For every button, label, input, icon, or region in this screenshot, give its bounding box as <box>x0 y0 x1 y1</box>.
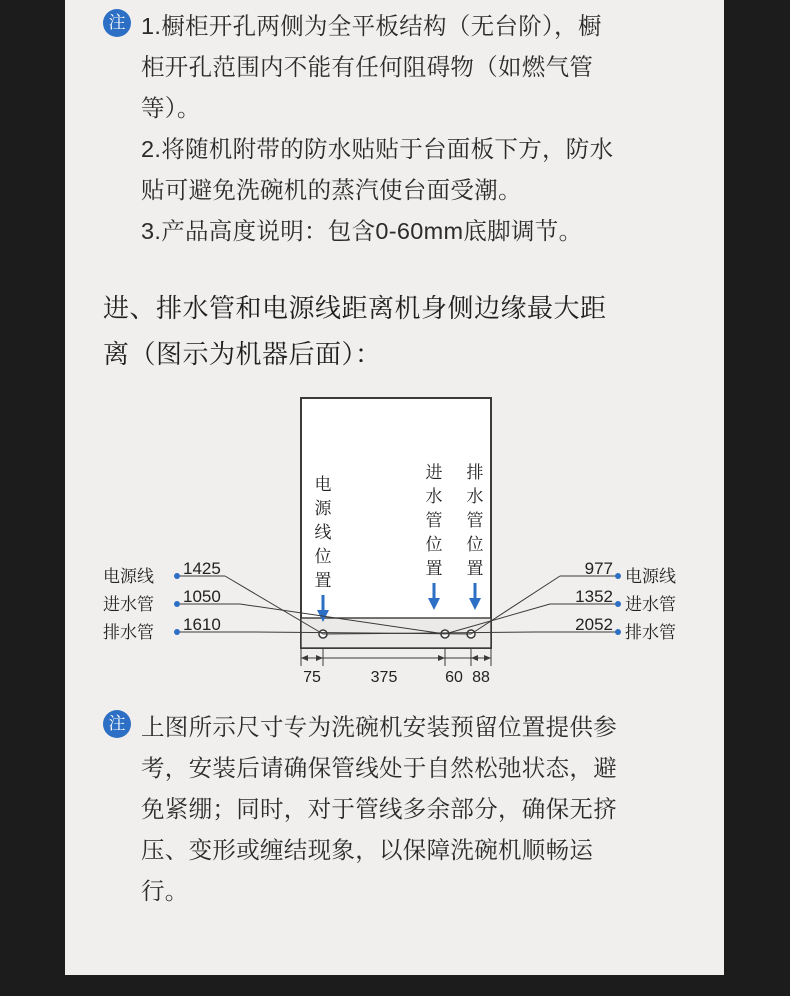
note-badge-icon-bottom: 注 <box>103 710 131 738</box>
section-heading-line-2: 离（图示为机器后面）： <box>103 339 382 369</box>
note-top-line-6: 3.产品高度说明：包含0-60mm底脚调节。 <box>141 218 583 244</box>
left-callout-value-drain: 1610 <box>183 615 221 634</box>
note-top-line-1: 1.橱柜开孔两侧为全平板结构（无台阶），橱 <box>141 13 602 39</box>
svg-text:水: 水 <box>466 487 484 506</box>
left-dot-drain <box>174 629 180 635</box>
svg-text:置: 置 <box>466 559 484 578</box>
section-heading-line-1: 进、排水管和电源线距离机身侧边缘最大距 <box>103 293 607 323</box>
dimension-diagram <box>65 390 724 690</box>
svg-text:排: 排 <box>466 463 484 482</box>
svg-text:管: 管 <box>466 511 484 530</box>
left-callout-name-drain: 排水管 <box>103 623 154 642</box>
inner-label-power <box>315 475 333 590</box>
svg-text:源: 源 <box>314 499 332 518</box>
right-callout-value-drain: 2052 <box>575 615 613 634</box>
svg-text:进: 进 <box>425 463 443 482</box>
note-bottom-line-5: 行。 <box>141 878 189 904</box>
note-bottom-line-3: 免紧绷；同时，对于管线多余部分，确保无挤 <box>141 796 617 822</box>
inner-label-inlet <box>426 463 443 578</box>
note-block-bottom <box>103 707 691 912</box>
dimension-label-1: 75 <box>303 669 321 686</box>
note-bottom-line-1: 上图所示尺寸专为洗碗机安装预留位置提供参 <box>141 714 617 740</box>
right-callout-name-power: 电源线 <box>625 567 676 586</box>
note-bottom-text <box>141 707 691 912</box>
svg-text:位: 位 <box>425 535 443 554</box>
note-bottom-line-2: 考，安装后请确保管线处于自然松弛状态，避 <box>141 755 617 781</box>
note-top-line-3: 等）。 <box>141 95 201 121</box>
note-top-line-4: 2.将随机附带的防水贴贴于台面板下方，防水 <box>141 136 614 162</box>
left-callout-value-power: 1425 <box>183 559 221 578</box>
right-callout-name-drain: 排水管 <box>625 623 676 642</box>
svg-text:电: 电 <box>314 475 332 494</box>
right-callout-value-inlet: 1352 <box>575 587 613 606</box>
left-callout-name-power: 电源线 <box>103 567 154 586</box>
section-heading <box>103 285 703 377</box>
svg-text:水: 水 <box>425 487 443 506</box>
note-top-text <box>141 6 691 252</box>
left-callout-name-inlet: 进水管 <box>103 595 154 614</box>
svg-text:置: 置 <box>425 559 443 578</box>
note-top-line-2: 柜开孔范围内不能有任何阻碍物（如燃气管 <box>141 54 594 80</box>
svg-text:位: 位 <box>314 547 332 566</box>
right-dot-drain <box>615 629 621 635</box>
svg-text:管: 管 <box>425 511 443 530</box>
svg-text:线: 线 <box>314 523 332 542</box>
right-dot-power <box>615 573 621 579</box>
left-dot-inlet <box>174 601 180 607</box>
inner-label-drain <box>467 463 484 578</box>
right-callout-name-inlet: 进水管 <box>625 595 676 614</box>
dimension-extension-lines <box>301 648 491 666</box>
svg-text:位: 位 <box>466 535 484 554</box>
left-dot-power <box>174 573 180 579</box>
left-callout-value-inlet: 1050 <box>183 587 221 606</box>
content-sheet <box>65 0 724 975</box>
note-block-top <box>103 6 691 252</box>
right-dot-inlet <box>615 601 621 607</box>
note-top-line-5: 贴可避免洗碗机的蒸汽使台面受潮。 <box>141 177 522 203</box>
note-bottom-line-4: 压、变形或缠结现象，以保障洗碗机顺畅运 <box>141 837 594 863</box>
note-badge-icon: 注 <box>103 9 131 37</box>
right-callout-value-power: 977 <box>584 559 613 578</box>
dimension-label-3: 60 <box>445 669 463 686</box>
dimension-label-2: 375 <box>370 669 398 686</box>
dimension-label-4: 88 <box>472 669 490 686</box>
svg-text:置: 置 <box>314 571 332 590</box>
